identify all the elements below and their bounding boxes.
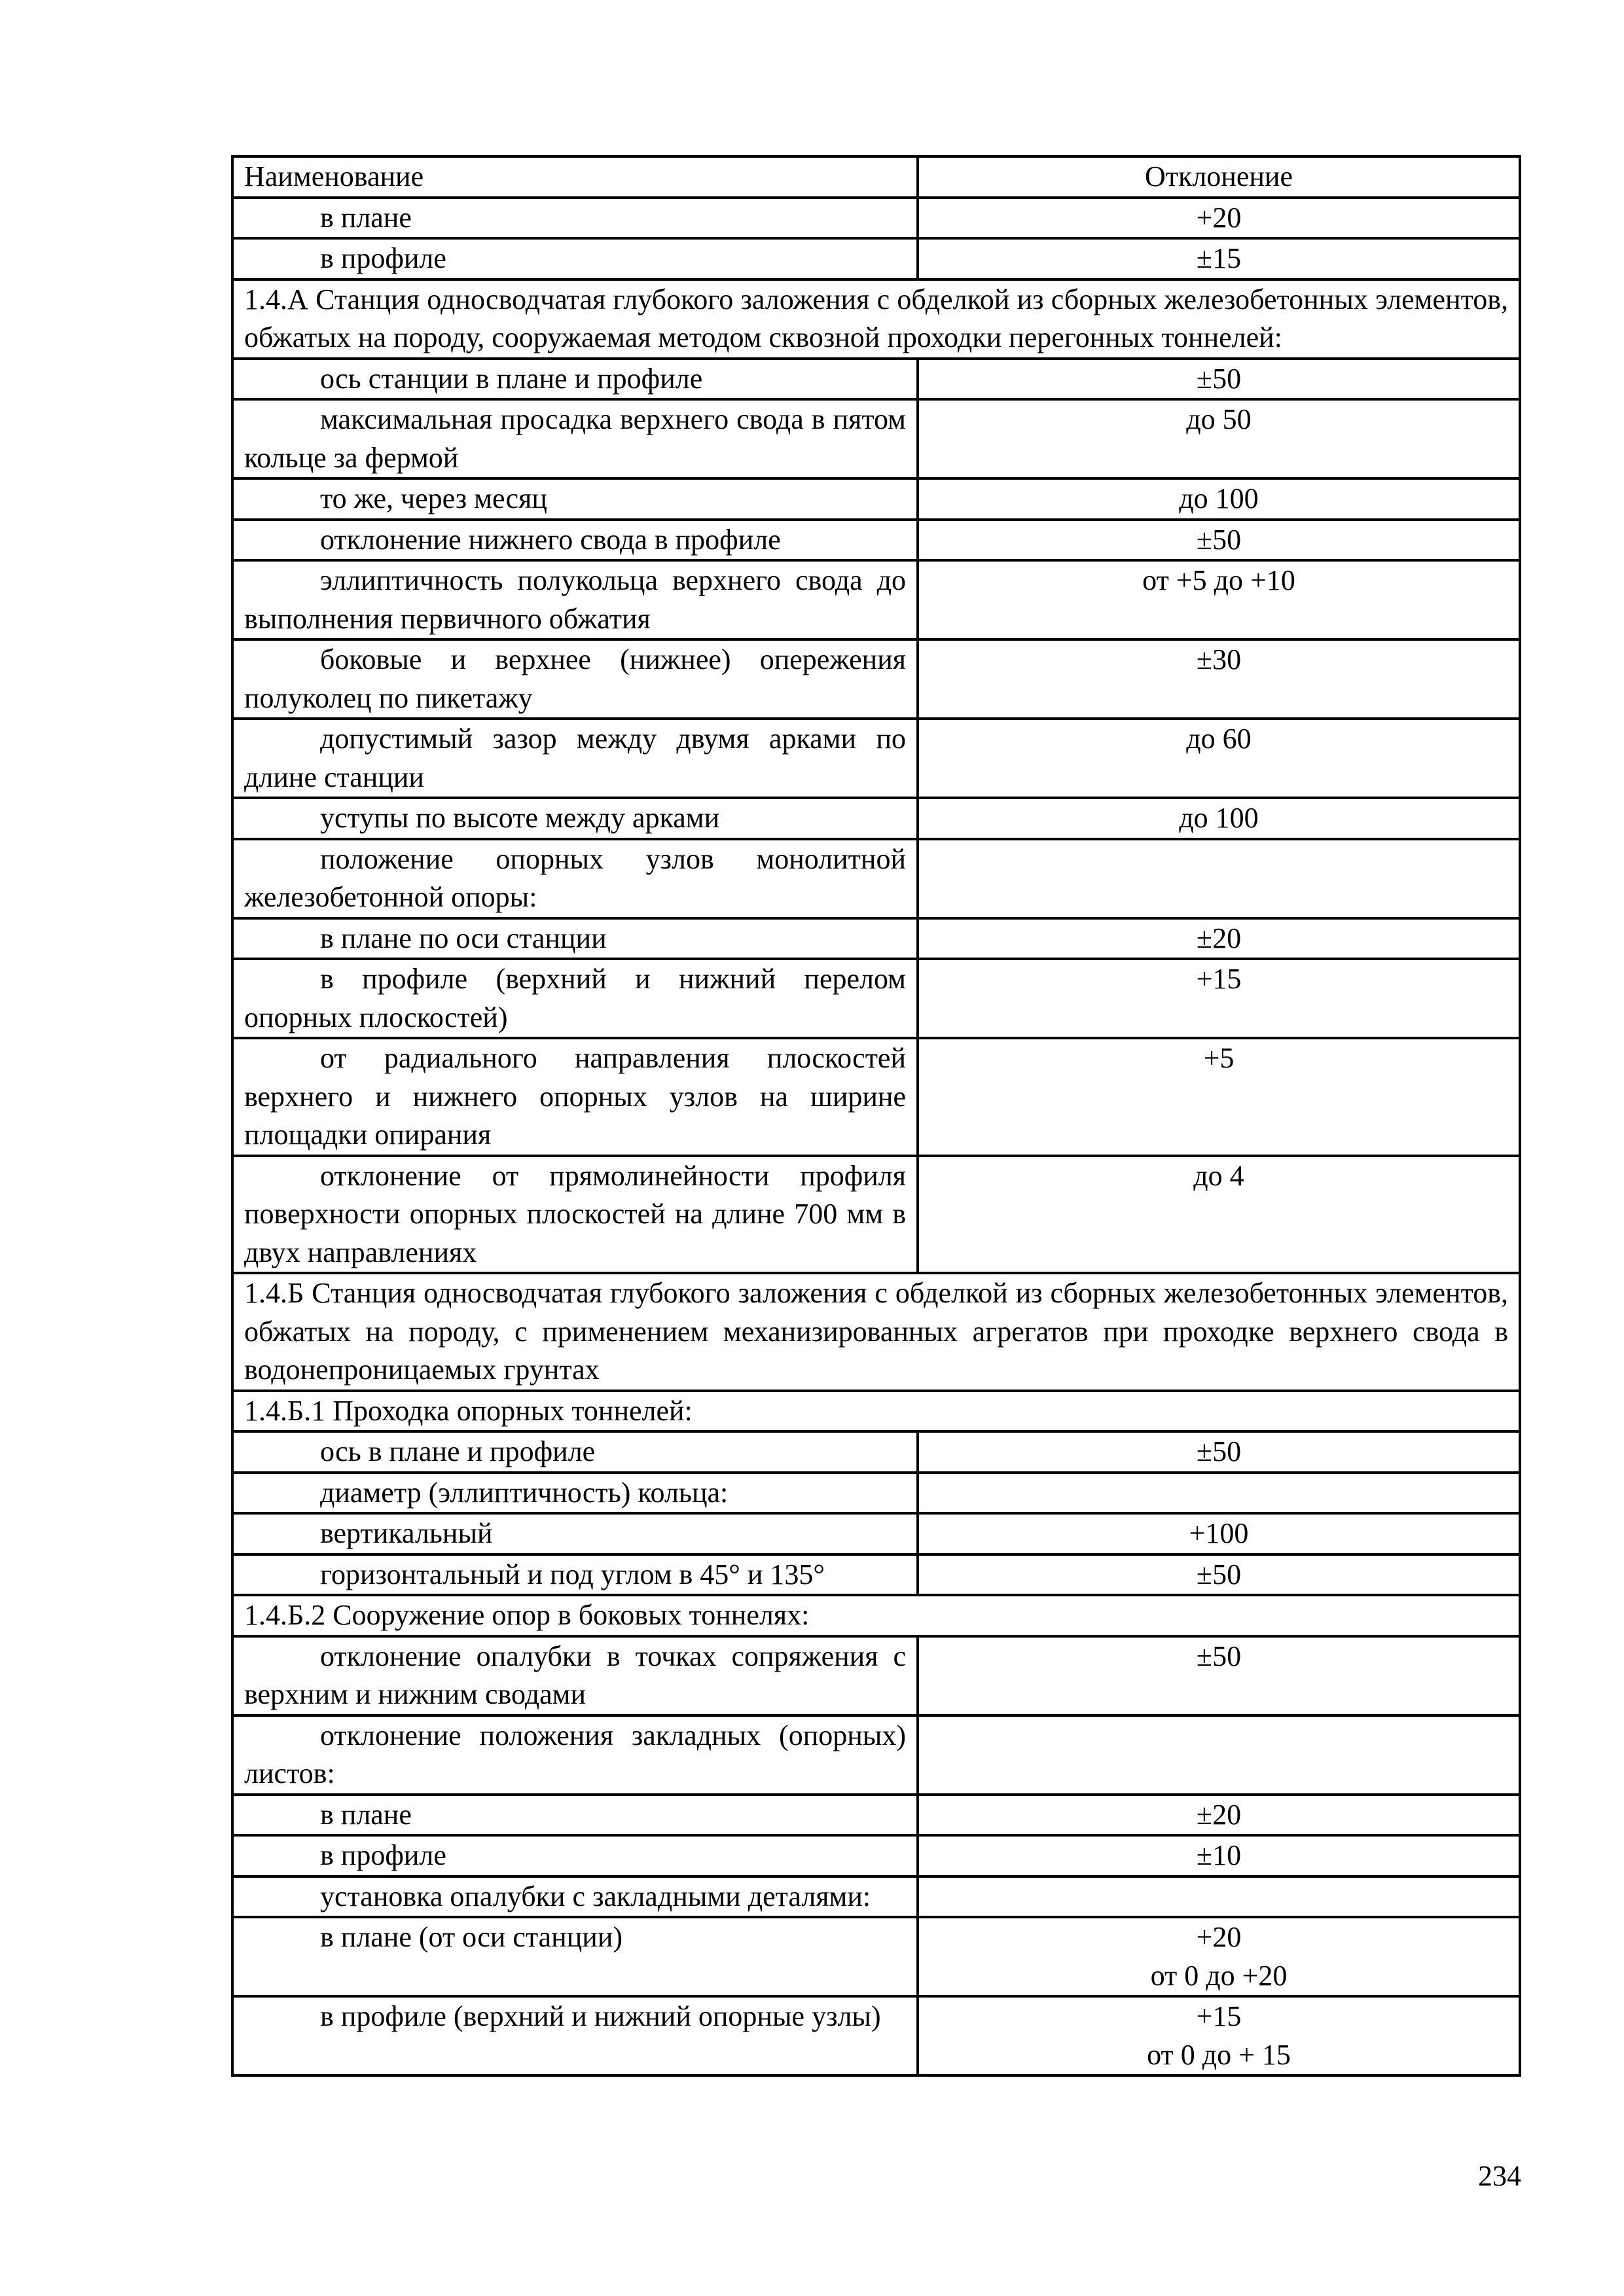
row-name: боковые и верхнее (нижнее) опережения полуколец по пикетажу [232, 639, 918, 719]
table-row [232, 798, 1520, 839]
table-row [232, 560, 1520, 639]
table-row [232, 839, 1520, 918]
table-row [232, 1554, 1520, 1596]
table-row [232, 1038, 1520, 1156]
row-value: ±50 [918, 1554, 1520, 1596]
row-value: +100 [918, 1513, 1520, 1554]
row-name: вертикальный [232, 1513, 918, 1554]
column-header-deviation: Отклонение [918, 156, 1520, 198]
row-value: до 50 [918, 399, 1520, 478]
section-title: 1.4.Б.2 Сооружение опор в боковых тоннелях: [232, 1595, 1520, 1636]
row-value [918, 839, 1520, 918]
table-row [232, 399, 1520, 478]
table-row [232, 959, 1520, 1038]
row-value: ±50 [918, 1636, 1520, 1715]
row-name: ось станции в плане и профиле [232, 359, 918, 400]
row-name: уступы по высоте между арками [232, 798, 918, 839]
row-name: горизонтальный и под углом в 45° и 135° [232, 1554, 918, 1596]
row-name: установка опалубки с закладными деталями: [232, 1876, 918, 1918]
row-name: допустимый зазор между двумя арками по длине станции [232, 719, 918, 798]
table-row [232, 238, 1520, 279]
table-row [232, 1156, 1520, 1274]
row-value: ±50 [918, 520, 1520, 561]
row-name: в профиле [232, 1835, 918, 1876]
row-name: отклонение положения закладных (опорных) листов: [232, 1715, 918, 1795]
row-name: в профиле (верхний и нижний опорные узлы) [232, 1996, 918, 2075]
section-title: 1.4.А Станция односводчатая глубокого заложения с обделкой из сборных железобетонных элементов, обжатых на породу, сооружаемая методом сквозной проходки перегонных тоннелей: [232, 279, 1520, 359]
tolerance-table [231, 155, 1521, 2077]
table-row [232, 1473, 1520, 1514]
row-name: в профиле (верхний и нижний перелом опорных плоскостей) [232, 959, 918, 1038]
section-row [232, 1595, 1520, 1636]
table-row [232, 359, 1520, 400]
table-row [232, 1996, 1520, 2075]
section-row [232, 1391, 1520, 1432]
row-name: положение опорных узлов монолитной железобетонной опоры: [232, 839, 918, 918]
row-name: эллиптичность полукольца верхнего свода до выполнения первичного обжатия [232, 560, 918, 639]
column-header-name: Наименование [232, 156, 918, 198]
row-value [918, 1715, 1520, 1795]
row-value: +20 [918, 198, 1520, 239]
row-name: то же, через месяц [232, 478, 918, 520]
row-value: ±30 [918, 639, 1520, 719]
row-value: +5 [918, 1038, 1520, 1156]
table-row [232, 1636, 1520, 1715]
row-value: +20 от 0 до +20 [918, 1917, 1520, 1996]
row-name: в плане по оси станции [232, 918, 918, 960]
page-number: 234 [1478, 2160, 1521, 2192]
row-name: диаметр (эллиптичность) кольца: [232, 1473, 918, 1514]
row-name: от радиального направления плоскостей верхнего и нижнего опорных узлов на ширине площадки опирания [232, 1038, 918, 1156]
section-title: 1.4.Б Станция односводчатая глубокого заложения с обделкой из сборных железобетонных элементов, обжатых на породу, с применением механизированных агрегатов при проходке верхнего свода в водонепроницаемых грунтах [232, 1273, 1520, 1391]
row-name: отклонение от прямолинейности профиля поверхности опорных плоскостей на длине 700 мм в двух направлениях [232, 1156, 918, 1274]
row-value [918, 1473, 1520, 1514]
table-row [232, 918, 1520, 960]
table-row [232, 719, 1520, 798]
row-value [918, 1876, 1520, 1918]
row-name: ось в плане и профиле [232, 1431, 918, 1473]
row-name: в профиле [232, 238, 918, 279]
row-name: в плане [232, 1795, 918, 1836]
row-name: отклонение нижнего свода в профиле [232, 520, 918, 561]
row-name: в плане (от оси станции) [232, 1917, 918, 1996]
row-value: от +5 до +10 [918, 560, 1520, 639]
row-name: в плане [232, 198, 918, 239]
row-value: ±10 [918, 1835, 1520, 1876]
table-row [232, 1513, 1520, 1554]
row-value: до 4 [918, 1156, 1520, 1274]
row-value: ±15 [918, 238, 1520, 279]
row-value: до 100 [918, 798, 1520, 839]
row-name: максимальная просадка верхнего свода в пятом кольце за фермой [232, 399, 918, 478]
row-name: отклонение опалубки в точках сопряжения с верхним и нижним сводами [232, 1636, 918, 1715]
table-row [232, 198, 1520, 239]
section-row [232, 279, 1520, 359]
row-value: ±50 [918, 359, 1520, 400]
table-row [232, 478, 1520, 520]
table-row [232, 520, 1520, 561]
table-row [232, 1876, 1520, 1918]
section-title: 1.4.Б.1 Проходка опорных тоннелей: [232, 1391, 1520, 1432]
section-row [232, 1273, 1520, 1391]
table-row [232, 1835, 1520, 1876]
table-row [232, 1431, 1520, 1473]
row-value: ±20 [918, 1795, 1520, 1836]
table-row [232, 1917, 1520, 1996]
table-row [232, 1795, 1520, 1836]
row-value: +15 [918, 959, 1520, 1038]
table-row [232, 1715, 1520, 1795]
row-value: +15 от 0 до + 15 [918, 1996, 1520, 2075]
row-value: ±20 [918, 918, 1520, 960]
table-header-row [232, 156, 1520, 198]
row-value: до 100 [918, 478, 1520, 520]
table-row [232, 639, 1520, 719]
row-value: до 60 [918, 719, 1520, 798]
row-value: ±50 [918, 1431, 1520, 1473]
